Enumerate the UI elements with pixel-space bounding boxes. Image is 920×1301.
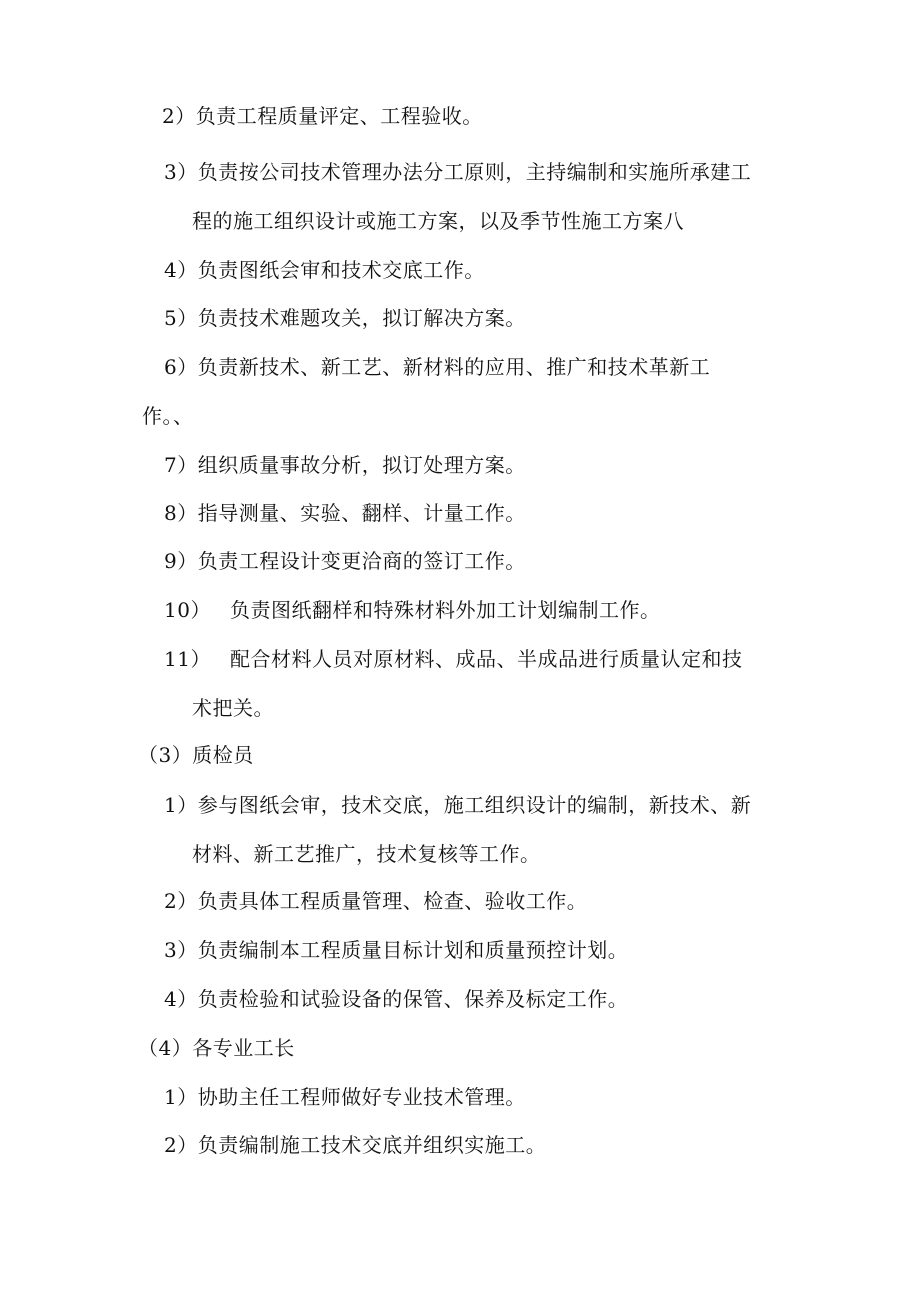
item-number: 1） bbox=[164, 1085, 198, 1109]
item-text: 负责按公司技术管理办法分工原则，主持编制和实施所承建工 bbox=[197, 160, 752, 184]
item-3-construction-plan bbox=[164, 160, 751, 184]
item-number: 2） bbox=[162, 104, 196, 128]
item-5-technical-problems bbox=[164, 306, 526, 330]
item-number: 8） bbox=[164, 501, 198, 525]
item-text: 负责编制施工技术交底并组织实施工。 bbox=[197, 1133, 547, 1157]
section-heading-quality-inspector bbox=[138, 743, 254, 767]
inspector-item-2 bbox=[164, 889, 587, 913]
item-number: 10） bbox=[164, 598, 211, 622]
item-text: 参与图纸会审，技术交底，施工组织设计的编制，新技术、新 bbox=[197, 793, 752, 817]
foreman-item-2 bbox=[164, 1133, 546, 1157]
item-text: 负责具体工程质量管理、检查、验收工作。 bbox=[197, 889, 588, 913]
item-text: 负责检验和试验设备的保管、保养及标定工作。 bbox=[197, 987, 629, 1011]
item-number: 2） bbox=[164, 1133, 198, 1157]
item-4-drawing-review bbox=[164, 258, 485, 282]
item-text: 材料、新工艺推广，技术复核等工作。 bbox=[192, 842, 541, 866]
item-number: 2） bbox=[164, 889, 198, 913]
item-number: 7） bbox=[164, 453, 198, 477]
item-number: 4） bbox=[164, 258, 198, 282]
inspector-item-1 bbox=[164, 793, 751, 817]
item-text: 负责工程设计变更洽商的签订工作。 bbox=[197, 549, 526, 573]
item-text: 程的施工组织设计或施工方案，以及季节性施工方案八 bbox=[192, 209, 684, 233]
item-2-review bbox=[162, 104, 483, 128]
item-6-continuation bbox=[142, 404, 194, 428]
item-number: 9） bbox=[164, 549, 198, 573]
item-text: 负责编制本工程质量目标计划和质量预控计划。 bbox=[197, 938, 629, 962]
item-text: 组织质量事故分析，拟订处理方案。 bbox=[197, 453, 526, 477]
section-heading: （3）质检员 bbox=[138, 743, 254, 767]
item-11-continuation bbox=[192, 696, 274, 720]
item-text: 负责工程质量评定、工程验收。 bbox=[195, 104, 483, 128]
item-number: 5） bbox=[164, 306, 198, 330]
item-10-drawing-layout bbox=[164, 598, 661, 622]
item-text: 负责图纸会审和技术交底工作。 bbox=[197, 258, 485, 282]
item-text: 术把关。 bbox=[192, 696, 274, 720]
item-number: 3） bbox=[164, 160, 198, 184]
item-text: 负责技术难题攻关，拟订解决方案。 bbox=[197, 306, 526, 330]
item-6-new-technology bbox=[164, 355, 710, 379]
item-7-quality-accident bbox=[164, 453, 526, 477]
item-text: 负责图纸翻样和特殊材料外加工计划编制工作。 bbox=[230, 598, 661, 622]
item-9-design-change bbox=[164, 549, 526, 573]
item-number: 6） bbox=[164, 355, 198, 379]
inspector-item-4 bbox=[164, 987, 628, 1011]
section-heading-foreman bbox=[138, 1036, 295, 1060]
item-number: 4） bbox=[164, 987, 198, 1011]
item-text: 作。、 bbox=[142, 404, 194, 428]
item-11-material-quality bbox=[164, 647, 743, 671]
inspector-item-3 bbox=[164, 938, 628, 962]
foreman-item-1 bbox=[164, 1085, 526, 1109]
item-8-surveying bbox=[164, 501, 526, 525]
item-text: 协助主任工程师做好专业技术管理。 bbox=[197, 1085, 526, 1109]
section-heading: （4）各专业工长 bbox=[138, 1036, 295, 1060]
item-number: 1） bbox=[164, 793, 198, 817]
item-text: 指导测量、实验、翻样、计量工作。 bbox=[197, 501, 526, 525]
item-text: 负责新技术、新工艺、新材料的应用、推广和技术革新工 bbox=[197, 355, 711, 379]
item-number: 3） bbox=[164, 938, 198, 962]
item-3-continuation bbox=[192, 209, 684, 233]
item-number: 11） bbox=[164, 647, 211, 671]
inspector-item-1-continuation bbox=[192, 842, 541, 866]
item-text: 配合材料人员对原材料、成品、半成品进行质量认定和技 bbox=[230, 647, 743, 671]
